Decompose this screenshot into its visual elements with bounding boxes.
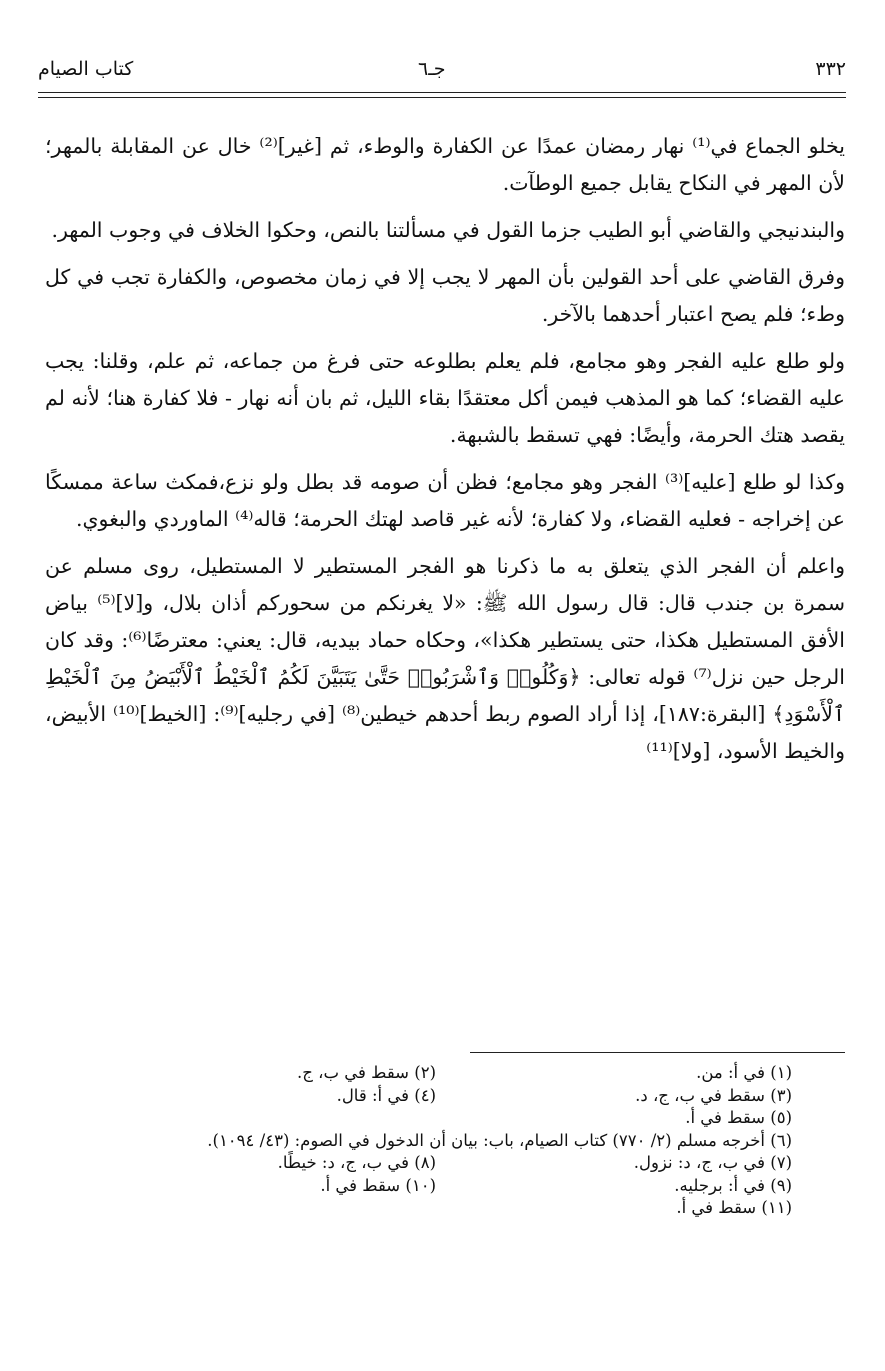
footnote-11: (١١) سقط في أ.	[676, 1198, 792, 1217]
paragraph-1: يخلو الجماع في⁽¹⁾ نهار رمضان عمدًا عن الكفارة والوطء، ثم [غير]⁽²⁾ خال عن المقابلة بالمهر؛ لأن المهر في النكاح يقابل جميع الوطآت.	[45, 134, 845, 195]
footnote-10: (١٠) سقط في أ.	[320, 1175, 436, 1195]
footnote-9: (٩) في أ: برجليه.	[674, 1175, 792, 1195]
footnote-4: (٤) في أ: قال.	[336, 1085, 436, 1105]
footnote-5: (٥) سقط في أ.	[685, 1108, 792, 1127]
header-rule-thin	[38, 97, 846, 98]
footnote-7: (٧) في ب، ج، د: نزول.	[633, 1153, 792, 1172]
running-header	[38, 58, 846, 92]
main-text	[45, 128, 845, 780]
paragraph-5: وكذا لو طلع [عليه]⁽³⁾ الفجر وهو مجامع؛ فظن أن صومه قد بطل ولو نزع،فمكث ساعة ممسكًا عن إخراجه - فعليه القضاء، ولا كفارة؛ لأنه غير قاصد لهتك الحرمة؛ قاله⁽⁴⁾ الماوردي والبغوي.	[45, 470, 845, 531]
footnote-6: (٦) أخرجه مسلم (٢/ ٧٧٠) كتاب الصيام، باب: بيان أن الدخول في الصوم: (٤٣/ ١٠٩٤).	[207, 1130, 792, 1150]
header-rule	[38, 92, 846, 93]
paragraph-2: والبندنيجي والقاضي أبو الطيب جزما القول في مسألتنا بالنص، وحكوا الخلاف في وجوب المهر.	[51, 218, 845, 242]
footnotes	[80, 1062, 792, 1220]
paragraph-3: وفرق القاضي على أحد القولين بأن المهر لا يجب إلا في زمان مخصوص، والكفارة تجب في كل وطء؛ فلم يصح اعتبار أحدهما بالآخر.	[45, 265, 845, 326]
paragraph-6: واعلم أن الفجر الذي يتعلق به ما ذكرنا هو الفجر المستطير لا المستطيل، روى مسلم عن سمرة بن جندب قال: قال رسول الله ﷺ: «لا يغرنكم من سحوركم أذان بلال، و[لا]⁽⁵⁾ بياض الأفق المستطيل هكذا، حتى يستطير هكذا»، وحكاه حماد بيديه، قال: يعني: معترضًا⁽⁶⁾: وقد كان الرجل حين نزل⁽⁷⁾ قوله تعالى: ﴿وَكُلُوا۟ وَٱشْرَبُوا۟ حَتَّىٰ يَتَبَيَّنَ لَكُمُ ٱلْخَيْطُ ٱلْأَبْيَضُ مِنَ ٱلْخَيْطِ ٱلْأَسْوَدِ﴾ [البقرة:١٨٧]، إذا أراد الصوم ربط أحدهم خيطين⁽⁸⁾ [في رجليه]⁽⁹⁾: [الخيط]⁽¹⁰⁾ الأبيض، والخيط الأسود، [ولا]⁽¹¹⁾	[45, 554, 845, 763]
footnote-3: (٣) سقط في ب، ج، د.	[635, 1085, 792, 1105]
footnote-8: (٨) في ب، ج، د: خيطًا.	[277, 1153, 436, 1172]
footnote-1: (١) في أ: من.	[696, 1063, 792, 1082]
paragraph-4: ولو طلع عليه الفجر وهو مجامع، فلم يعلم بطلوعه حتى فرغ من جماعه، ثم علم، وقلنا: يجب عليه القضاء؛ كما هو المذهب فيمن أكل معتقدًا بقاء الليل، ثم بان أنه نهار - فلا كفارة هنا؛ لأنه لم يقصد هتك الحرمة، وأيضًا: فهي تسقط بالشبهة.	[45, 349, 845, 447]
footnote-2: (٢) سقط في ب، ج.	[297, 1063, 436, 1082]
book-title: كتاب الصيام	[38, 58, 134, 80]
page-number: ٣٣٢	[815, 58, 846, 80]
footnote-rule	[470, 1052, 845, 1053]
volume-label: جـ٦	[418, 58, 446, 80]
